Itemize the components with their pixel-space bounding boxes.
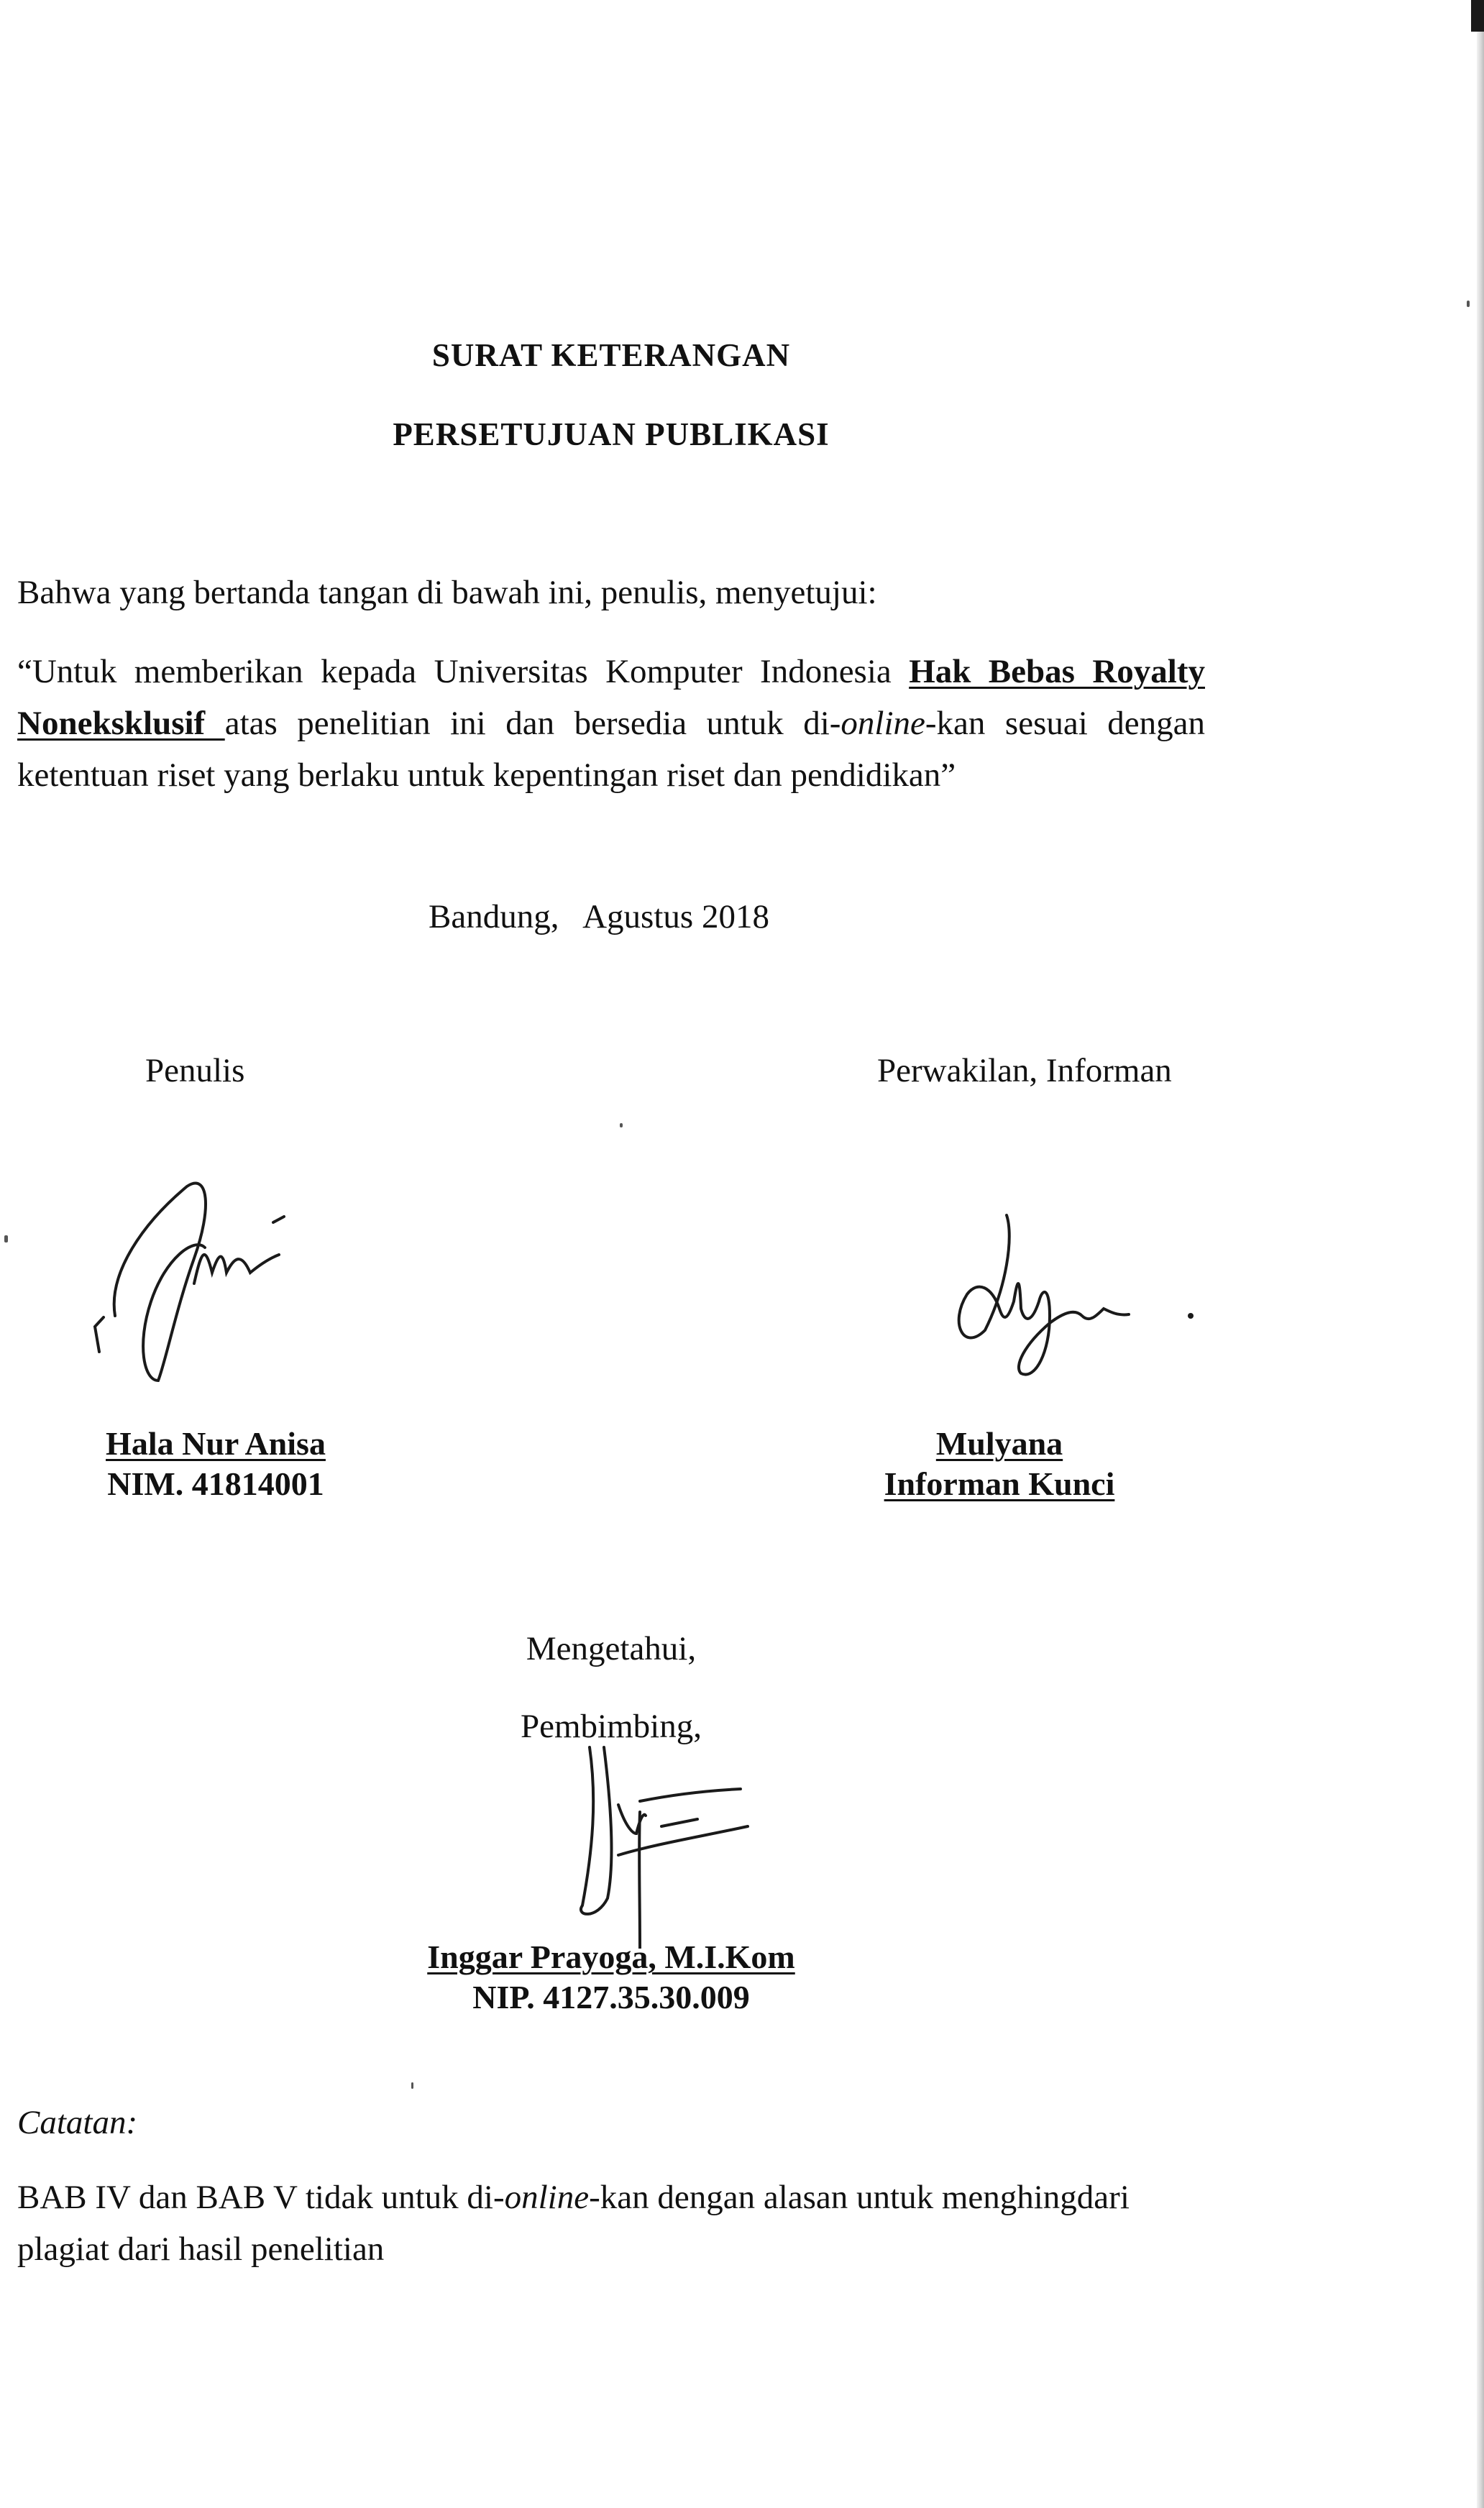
note-part2: -kan dengan alasan untuk menghingdari plagiat dari hasil penelitian — [17, 2179, 1130, 2268]
place-date: Bandung, Agustus 2018 — [429, 898, 769, 935]
author-nim: NIM. 41814001 — [107, 1465, 324, 1502]
statement-part1: “Untuk memberikan kepada Universitas Komputer Indonesia — [17, 653, 910, 690]
scan-speck — [4, 1235, 8, 1242]
note-label: Catatan: — [17, 2104, 138, 2141]
supervisor-nip: NIP. 4127.35.30.009 — [472, 1979, 750, 2015]
author-block — [93, 1424, 338, 1504]
informant-block — [863, 1424, 1136, 1504]
supervisor-signature — [532, 1718, 762, 1949]
document-title: SURAT KETERANGAN — [431, 337, 791, 373]
supervisor-block — [0, 1937, 1222, 2018]
scan-edge-mark — [1471, 0, 1484, 32]
statement-part3: -kan sesuai dengan ketentuan riset yang berlaku untuk kepentingan riset dan pendidikan” — [17, 705, 1205, 794]
informant-role: Perwakilan, Informan — [877, 1052, 1172, 1089]
informant-signature — [935, 1194, 1222, 1409]
author-role: Penulis — [145, 1052, 245, 1089]
statement-part2: atas penelitian ini dan bersedia untuk di- — [224, 705, 841, 742]
scan-speck — [1467, 301, 1470, 307]
author-name: Hala Nur Anisa — [106, 1425, 326, 1462]
informant-title: Informan Kunci — [884, 1465, 1115, 1502]
document-subtitle: PERSETUJUAN PUBLIKASI — [393, 416, 830, 452]
scan-speck — [620, 1123, 623, 1127]
supervisor-role: Pembimbing, — [521, 1708, 702, 1745]
scan-speck — [411, 2082, 413, 2089]
supervisor-name: Inggar Prayoga, M.I.Kom — [427, 1939, 795, 1975]
statement-emphasis: Hak Bebas Royalty Noneksklusif — [17, 653, 1205, 742]
note-part1: BAB IV dan BAB V tidak untuk di- — [17, 2179, 505, 2216]
scan-edge — [1477, 0, 1484, 2508]
acknowledged-text: Mengetahui, — [526, 1630, 697, 1667]
author-signature — [86, 1165, 316, 1395]
informant-name: Mulyana — [935, 1425, 1063, 1462]
note-text — [17, 2171, 1205, 2275]
statement-paragraph — [17, 646, 1205, 801]
statement-italic: online — [841, 705, 925, 742]
intro-text: Bahwa yang bertanda tangan di bawah ini, penulis, menyetujui: — [17, 574, 877, 611]
note-italic: online — [504, 2179, 590, 2216]
